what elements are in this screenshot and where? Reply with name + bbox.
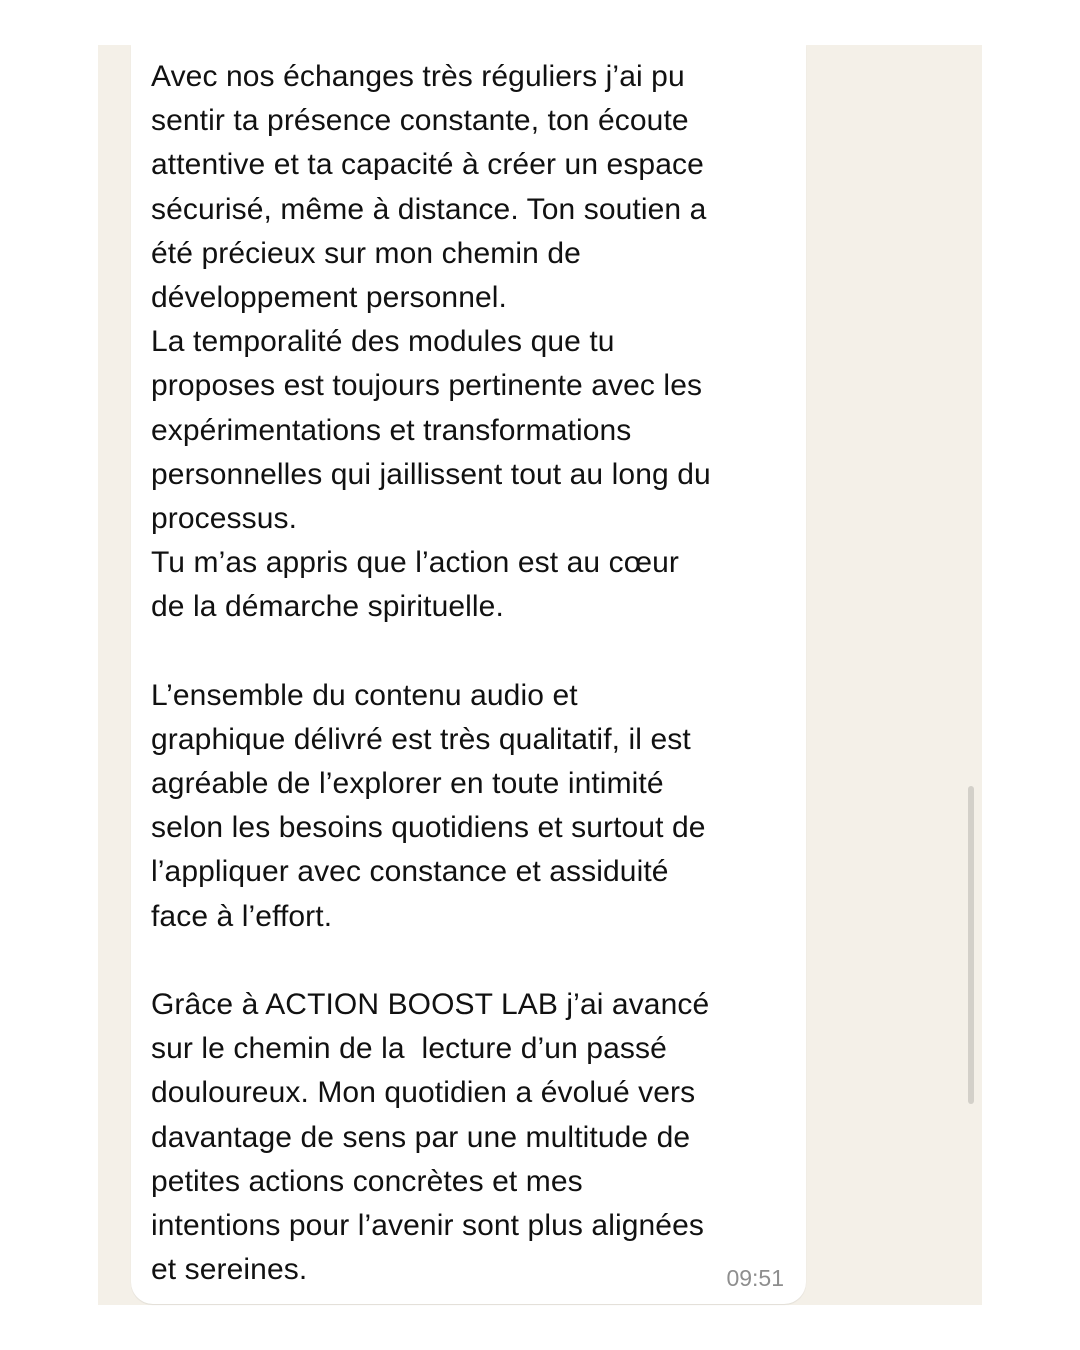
- message-line: intentions pour l’avenir sont plus alignées: [151, 1208, 704, 1242]
- message-line: petites actions concrètes et mes: [151, 1164, 583, 1198]
- message-line: [151, 629, 801, 673]
- message-line: douloureux. Mon quotidien a évolué vers: [151, 1076, 696, 1110]
- message-line: personnelles qui jaillissent tout au long du: [151, 457, 711, 491]
- message-line: de la démarche spirituelle.: [151, 590, 504, 624]
- message-line: proposes est toujours pertinente avec les: [151, 369, 703, 403]
- message-line: Grâce à ACTION BOOST LAB j’ai avancé: [151, 987, 710, 1021]
- message-line: attentive et ta capacité à créer un espace: [151, 148, 704, 182]
- message-line: face à l’effort.: [151, 899, 333, 933]
- message-line: sécurisé, même à distance. Ton soutien a: [151, 192, 707, 226]
- message-line: été précieux sur mon chemin de: [151, 236, 581, 270]
- message-line: graphique délivré est très qualitatif, il est: [151, 722, 691, 756]
- message-line: La temporalité des modules que tu: [151, 325, 615, 359]
- message-line: [151, 939, 801, 983]
- message-line: processus.: [151, 501, 298, 535]
- message-line: agréable de l’explorer en toute intimité: [151, 767, 664, 800]
- message-line: développement personnel.: [151, 280, 507, 314]
- message-line: sentir ta présence constante, ton écoute: [151, 104, 689, 138]
- message-line: davantage de sens par une multitude de: [151, 1120, 691, 1154]
- message-line: sur le chemin de la lecture d’un passé: [151, 1032, 667, 1066]
- message-bubble[interactable]: [131, 45, 806, 1304]
- message-line: et sereines.: [151, 1253, 308, 1287]
- message-timestamp: 09:51: [726, 1265, 784, 1291]
- message-line: l’appliquer avec constance et assiduité: [151, 855, 669, 889]
- message-line: selon les besoins quotidiens et surtout de: [151, 811, 706, 845]
- scrollbar[interactable]: [968, 786, 974, 1104]
- message-line: Tu m’as appris que l’action est au cœur: [151, 546, 680, 580]
- chat-background: [98, 45, 982, 1305]
- message-line: L’ensemble du contenu audio et: [151, 678, 578, 712]
- message-text: [151, 55, 801, 1292]
- message-line: expérimentations et transformations: [151, 413, 632, 447]
- message-line: Avec nos échanges très réguliers j’ai pu: [151, 60, 685, 93]
